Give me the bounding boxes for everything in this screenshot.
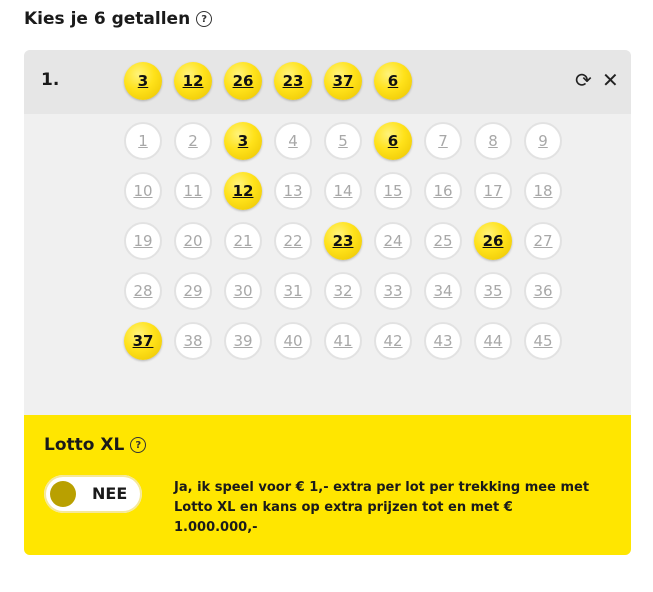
- number-ball[interactable]: 38: [174, 322, 212, 360]
- lotto-xl-panel: [24, 415, 631, 555]
- row-number: 1.: [41, 70, 60, 90]
- toggle-label: NEE: [92, 484, 128, 503]
- number-ball[interactable]: 20: [174, 222, 212, 260]
- number-ball[interactable]: 43: [424, 322, 462, 360]
- refresh-icon[interactable]: ⟳: [575, 68, 592, 92]
- page-title: [24, 9, 212, 29]
- number-ball[interactable]: 24: [374, 222, 412, 260]
- number-ball[interactable]: 13: [274, 172, 312, 210]
- lotto-xl-title: [44, 435, 146, 455]
- number-ball[interactable]: 2: [174, 122, 212, 160]
- lotto-xl-title-text: Lotto XL: [44, 435, 125, 455]
- number-ball[interactable]: 34: [424, 272, 462, 310]
- number-ball[interactable]: 6: [374, 122, 412, 160]
- selected-ball[interactable]: 37: [324, 62, 362, 100]
- number-ball[interactable]: 27: [524, 222, 562, 260]
- number-picker-card: [24, 50, 631, 555]
- number-ball[interactable]: 31: [274, 272, 312, 310]
- number-ball[interactable]: 1: [124, 122, 162, 160]
- selected-ball[interactable]: 6: [374, 62, 412, 100]
- number-ball[interactable]: 16: [424, 172, 462, 210]
- number-ball[interactable]: 35: [474, 272, 512, 310]
- help-icon[interactable]: ?: [196, 11, 212, 27]
- number-ball[interactable]: 11: [174, 172, 212, 210]
- number-ball[interactable]: 17: [474, 172, 512, 210]
- lotto-xl-description-line2: Lotto XL en kans op extra prijzen tot en met € 1.000.000,-: [174, 500, 513, 535]
- number-ball[interactable]: 15: [374, 172, 412, 210]
- number-ball[interactable]: 18: [524, 172, 562, 210]
- number-ball[interactable]: 29: [174, 272, 212, 310]
- lotto-xl-toggle[interactable]: [44, 475, 142, 513]
- close-icon[interactable]: ✕: [602, 68, 619, 92]
- number-ball[interactable]: 4: [274, 122, 312, 160]
- number-ball[interactable]: 22: [274, 222, 312, 260]
- number-ball[interactable]: 21: [224, 222, 262, 260]
- number-ball[interactable]: 9: [524, 122, 562, 160]
- selected-ball[interactable]: 26: [224, 62, 262, 100]
- number-ball[interactable]: 42: [374, 322, 412, 360]
- number-ball[interactable]: 45: [524, 322, 562, 360]
- lotto-xl-description-line1: Ja, ik speel voor € 1,- extra per lot per trekking mee met: [174, 480, 590, 495]
- number-ball[interactable]: 37: [124, 322, 162, 360]
- number-ball[interactable]: 36: [524, 272, 562, 310]
- number-ball[interactable]: 39: [224, 322, 262, 360]
- number-ball[interactable]: 19: [124, 222, 162, 260]
- lotto-xl-description: [174, 478, 594, 538]
- number-ball[interactable]: 12: [224, 172, 262, 210]
- number-ball[interactable]: 41: [324, 322, 362, 360]
- number-ball[interactable]: 14: [324, 172, 362, 210]
- number-ball[interactable]: 33: [374, 272, 412, 310]
- toggle-knob: [50, 481, 76, 507]
- number-ball[interactable]: 32: [324, 272, 362, 310]
- number-ball[interactable]: 25: [424, 222, 462, 260]
- selected-ball[interactable]: 3: [124, 62, 162, 100]
- number-ball[interactable]: 7: [424, 122, 462, 160]
- selection-row: [24, 50, 631, 114]
- page-title-text: Kies je 6 getallen: [24, 9, 191, 29]
- number-ball[interactable]: 28: [124, 272, 162, 310]
- selected-ball[interactable]: 23: [274, 62, 312, 100]
- selected-ball[interactable]: 12: [174, 62, 212, 100]
- number-ball[interactable]: 5: [324, 122, 362, 160]
- number-ball[interactable]: 10: [124, 172, 162, 210]
- number-ball[interactable]: 30: [224, 272, 262, 310]
- number-ball[interactable]: 26: [474, 222, 512, 260]
- number-ball[interactable]: 44: [474, 322, 512, 360]
- lotto-xl-help-icon[interactable]: ?: [130, 437, 146, 453]
- number-ball[interactable]: 3: [224, 122, 262, 160]
- number-ball[interactable]: 23: [324, 222, 362, 260]
- number-ball[interactable]: 8: [474, 122, 512, 160]
- number-ball[interactable]: 40: [274, 322, 312, 360]
